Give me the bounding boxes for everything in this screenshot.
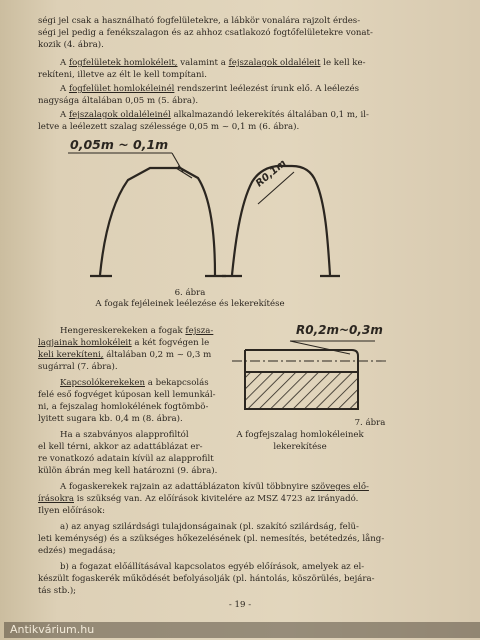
homlokelek-line-2: rekíteni, illetve az élt le kell tompítani. [38, 70, 208, 80]
figure-7-caption-line-2: lekerekítése [273, 442, 327, 452]
underlined-term: lagjainak homlokéleit [38, 338, 132, 348]
figure-7-caption-line-1: A fogfejszalag homlokéleinek [236, 430, 364, 440]
szabvanyos-line-3: re vonatkozó adatain kívül az alapprofilt [38, 454, 214, 464]
list-item-a-line-3: edzés) megadása; [38, 546, 116, 556]
underlined-term: fogfelületek homlokéleit, [68, 58, 178, 68]
intro-line-2: ségi jel pedig a fenékszalagon és az ahhoz csatlakozó fogtőfelületekre vonat- [38, 28, 373, 38]
text-run: valamint a [177, 58, 229, 68]
intro-line-1: ségi jel csak a használható fogfelületekre, a lábkör vonalára rajzolt érdes- [38, 16, 361, 26]
text-run: is szükség van. Az előírások kivitelére az MSZ 4723 az irányadó. [74, 494, 359, 504]
eloirasok-line-3: Ilyen előírások: [38, 506, 106, 516]
kapcsolo-line-2: felé eső fogvéget kúposan kell lemunkál- [38, 390, 216, 400]
kapcsolo-line-4: lyitett sugara kb. 0,4 m (8. ábra). [38, 414, 183, 424]
figure-6-radius-dimension: R0,1m [254, 157, 289, 190]
text-run: alkalmazandó lekerekítés általában 0,1 m, il- [170, 110, 369, 120]
text-run: általában 0,2 m ~ 0,3 m [103, 350, 212, 360]
text-run: a bekapcsolás [144, 378, 209, 388]
underlined-term: szöveges elő- [311, 482, 369, 492]
intro-line-3: kozik (4. ábra). [38, 40, 104, 50]
text-run: le kell ke- [320, 58, 366, 68]
page-number: - 19 - [228, 600, 252, 610]
szabvanyos-line-1: Ha a szabványos alapprofiltól [60, 430, 189, 440]
text-run: A [60, 84, 69, 94]
list-item-b-line-2: készült fogaskerék működését befolyásolják (pl. hántolás, köszörülés, bejára- [38, 574, 375, 584]
underlined-term: keli kerekíteni, [38, 350, 104, 360]
figure-6-caption: A fogak fejéleinek leélezése és lekerekítése [95, 299, 285, 309]
underlined-term: Kapcsolókerekeken [60, 378, 145, 388]
text-run: rendszerint leélezést írunk elő. A leélezés [174, 84, 359, 94]
hengeres-line-4: sugárral (7. ábra). [38, 362, 118, 372]
leelezes-line-2: nagysága általában 0,05 m (5. ábra). [38, 96, 199, 106]
list-item-a-line-2: leti keménység) és a szükséges hőkezelésének (pl. nemesítés, betétedzés, lång- [38, 534, 385, 544]
figure-7-number: 7. ábra [354, 418, 386, 428]
underlined-term: fogfelület homlokéleinél [68, 84, 175, 94]
list-item-a-line-1: a) az anyag szilárdsági tulajdonságainak (pl. szakító szilárdság, felü- [60, 522, 359, 532]
list-item-b-line-1: b) a fogazat előállításával kapcsolatos egyéb előírások, amelyek az el- [60, 562, 365, 572]
underlined-term: fejsza- [185, 326, 214, 336]
list-item-b-line-3: tás stb.); [38, 586, 77, 596]
figure-6-chamfer-dimension: 0,05m ~ 0,1m [70, 137, 169, 152]
watermark: Antikvárium.hu [4, 622, 480, 638]
figure-7-radius-dimension: R0,2m~0,3m [296, 323, 383, 337]
kapcsolo-line-3: ni, a fejszalag homlokélének fogtömbö- [38, 402, 209, 412]
text-run: Hengereskerekeken a fogak [60, 326, 186, 336]
szabvanyos-line-2: el kell térni, akkor az adattáblázat er- [38, 442, 203, 452]
szabvanyos-line-4: külön ábrán meg kell határozni (9. ábra). [38, 466, 218, 476]
underlined-term: fejszalagok oldaléleinél [68, 110, 171, 120]
text-run: A fogaskerekek rajzain az adattáblázaton kívül többnyire [60, 482, 312, 492]
text-run: A [60, 58, 69, 68]
underlined-term: fejszalagok oldaléleit [228, 58, 321, 68]
lekerekites-line-2: letve a leélezett szalag szélessége 0,05 m ~ 0,1 m (6. ábra). [38, 122, 300, 132]
eloirasok-line-1 [60, 482, 369, 494]
eloirasok-line-2 [38, 494, 358, 506]
figure-6-number: 6. ábra [174, 288, 206, 298]
underlined-term: írásokra [38, 494, 75, 504]
text-run: a két fogvégen le [131, 338, 210, 348]
text-run: A [60, 110, 69, 120]
